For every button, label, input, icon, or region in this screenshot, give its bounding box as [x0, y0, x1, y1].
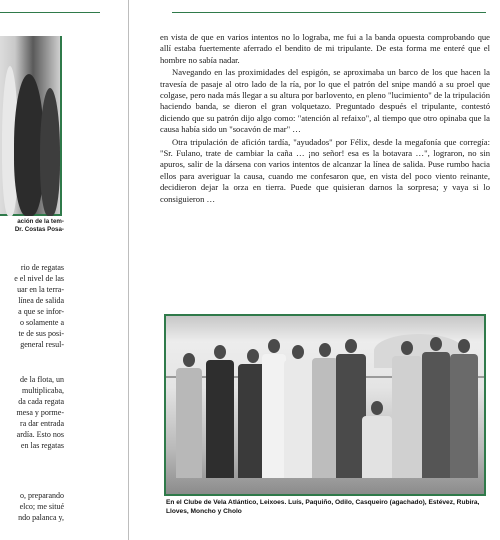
text-line: o, preparando	[20, 491, 64, 500]
left-photo	[0, 36, 62, 216]
article-body	[160, 32, 490, 206]
person-figure	[206, 345, 234, 478]
person-figure	[284, 345, 312, 478]
paragraph: Navegando en las proximidades del espigón, se aproximaba un barco de los que hacen la travesía de pasaje al otro lado de la ría, por lo que el patrón del snipe mandó a su proel que colgase, pero nada más llegar a su altura por barlovento, en pleno "lucimiento" de la tripulación haciendo banda, se dieron el gran volquetazo. Preguntado después el tripulante, contestó diciendo que su patrón dijo algo como: "atención al refaixo", al tiempo que otro opinaba que la causa había sido un "socavón de mar" …	[160, 67, 490, 135]
text-line: elco; me situé	[19, 502, 64, 511]
text-line: general resul-	[20, 340, 64, 349]
text-line: rio de regatas	[20, 263, 64, 272]
top-rule-right	[172, 12, 486, 13]
page-gutter	[128, 0, 129, 540]
left-text-block-2	[0, 374, 64, 451]
person-figure	[176, 353, 202, 478]
person-figure	[392, 341, 422, 478]
paragraph: Otra tripulación de afición tardía, "ayudados" por Félix, desde la megafonía que corregía: "Sr. Fulano, trate de cambiar la caña … ¡no señor! esa es la botavara …", lograron, no sin apuros, salir de la dársena con varios intentos de alcanzar la línea de salida. Puse rumbo hacia ellos para averiguar la causa, cuando me confesaron que, en vista del poco viento reinante, decidieron dejar la orza en tierra. Puede que quisieran darnos la sorpresa; y vaya si lo consiguieron …	[160, 136, 490, 204]
text-line: da cada regata	[18, 397, 64, 406]
person-figure	[450, 339, 478, 478]
group-photo	[164, 314, 486, 496]
person-figure	[262, 339, 286, 478]
left-text-block-3	[0, 490, 64, 523]
text-line: ra dar entrada	[20, 419, 64, 428]
caption-line: ación de la tem-	[17, 218, 64, 225]
text-line: te de sus posi-	[18, 329, 64, 338]
text-line: de la flota, un	[20, 375, 64, 384]
text-line: ardía. Esto nos	[16, 430, 64, 439]
text-line: uar en la terra-	[17, 285, 64, 294]
top-rule-left	[0, 12, 100, 13]
left-photo-caption	[0, 218, 64, 234]
group-photo-caption: En el Clube de Vela Atlántico, Leixoes. Luís, Paquiño, Odilo, Casqueiro (agachado), Estévez, Rubira, Lloves, Moncho y Cholo	[166, 499, 480, 515]
text-line: ndo palanca y,	[18, 513, 64, 522]
person-figure	[362, 401, 392, 478]
text-line: multiplicaba,	[22, 386, 64, 395]
text-line: en las regatas	[20, 441, 64, 450]
caption-line: Dr. Costas Posa-	[14, 226, 64, 233]
text-line: mesa y porme-	[16, 408, 64, 417]
person-figure	[312, 343, 338, 478]
paragraph: en vista de que en varios intentos no lo lograba, me fui a la banda opuesta comprobando que allí estaba fuertemente aferrado el bendito de mi tripulante. De esta forma me enteré que el hombre no sabía nadar.	[160, 32, 490, 65]
person-figure	[422, 337, 450, 478]
text-line: a que se infor-	[18, 307, 64, 316]
left-text-block-1	[0, 262, 64, 350]
text-line: línea de salida	[18, 296, 64, 305]
text-line: e el nivel de las	[14, 274, 64, 283]
text-line: o solamente a	[20, 318, 64, 327]
